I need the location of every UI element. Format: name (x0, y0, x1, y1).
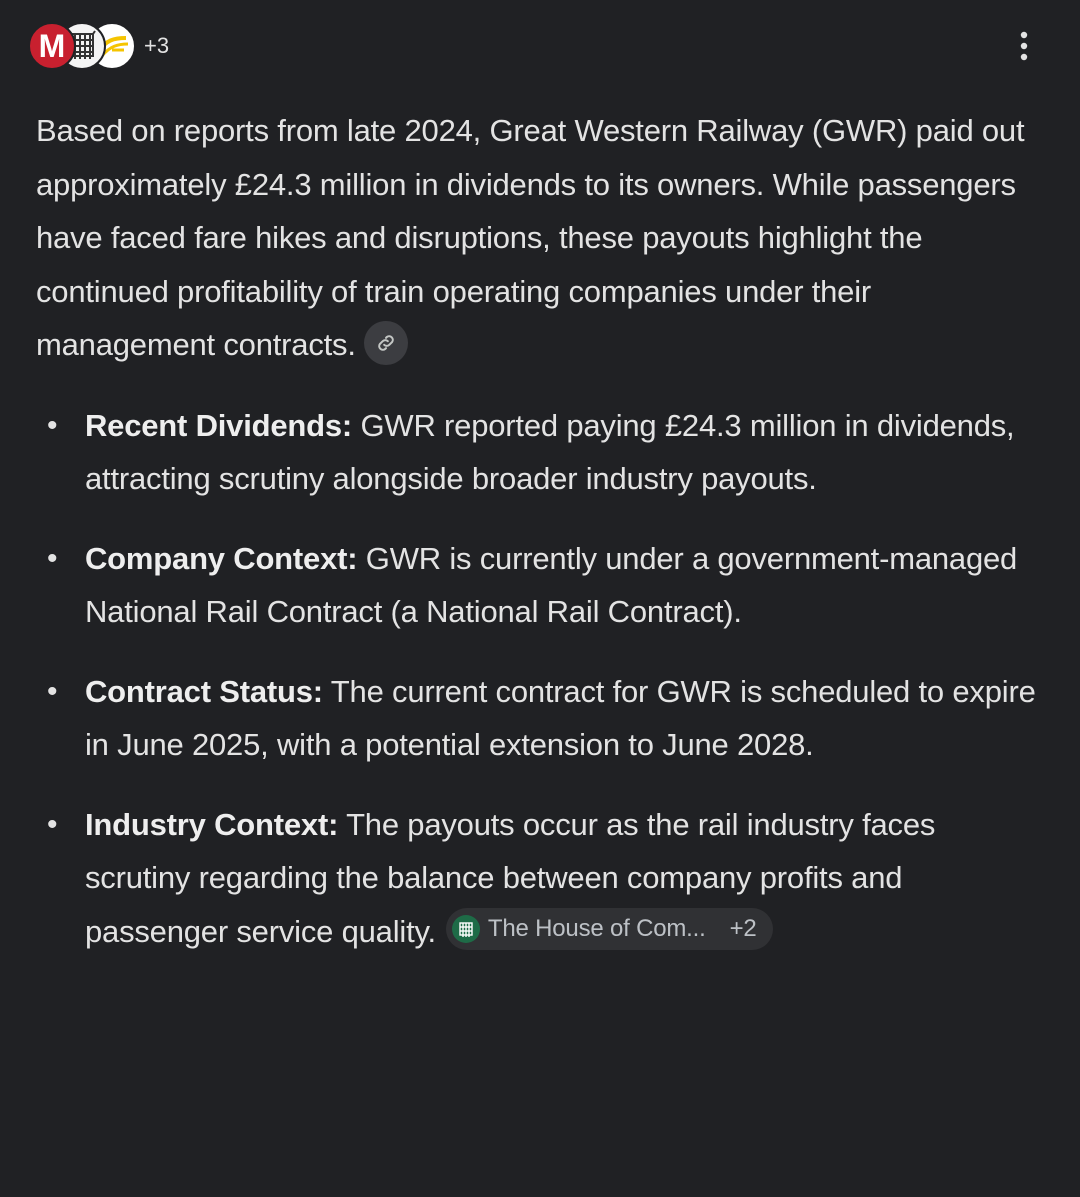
list-item (36, 399, 1048, 506)
bullet: • (47, 674, 58, 708)
bullet: • (47, 807, 58, 841)
source-chip-extra: +2 (729, 915, 757, 943)
kebab-dots (1019, 31, 1029, 61)
point-label: Industry Context: (85, 806, 339, 842)
point-text: The current contract for GWR is scheduled to expire in June 2025, with a potential extension to June 2028. (85, 673, 1036, 762)
source-chip-label: The House of Com... (487, 915, 706, 943)
portcullis-glyph (457, 920, 475, 938)
house-of-commons-icon (452, 915, 480, 943)
point-label: Recent Dividends: (85, 407, 353, 443)
answer-content (36, 104, 1048, 984)
summary-paragraph (36, 104, 1048, 372)
more-sources-count[interactable]: +3 (144, 33, 170, 58)
list-item (36, 665, 1048, 772)
point-text: The payouts occur as the rail industry faces scrutiny regarding the balance between company profits and passenger service quality. (85, 806, 936, 949)
point-text: GWR is currently under a government-managed National Rail Contract (a National Rail Contract). (85, 540, 1018, 629)
bullet: • (47, 541, 58, 575)
metro-logo-icon[interactable] (28, 22, 76, 70)
more-vert-icon[interactable] (1004, 26, 1044, 66)
list-item (36, 798, 1048, 959)
summary-text: Based on reports from late 2024, Great Western Railway (GWR) paid out approximately £24.3 million in dividends to its owners. While passengers have faced fare hikes and disruptions, these payouts highlight the continued profitability of train operating companies under their management contracts. (36, 113, 1025, 362)
link-glyph (375, 332, 397, 354)
bullet: • (47, 408, 58, 442)
link-icon[interactable] (364, 321, 408, 365)
source-chip[interactable] (446, 908, 773, 950)
key-points-list (36, 399, 1048, 959)
point-label: Contract Status: (85, 673, 323, 709)
list-item (36, 532, 1048, 639)
sources-header[interactable] (28, 20, 169, 72)
point-label: Company Context: (85, 540, 358, 576)
metro-logo-letter: M (38, 28, 66, 64)
point-text: GWR reported paying £24.3 million in dividends, attracting scrutiny alongside broader industry payouts. (85, 407, 1015, 496)
